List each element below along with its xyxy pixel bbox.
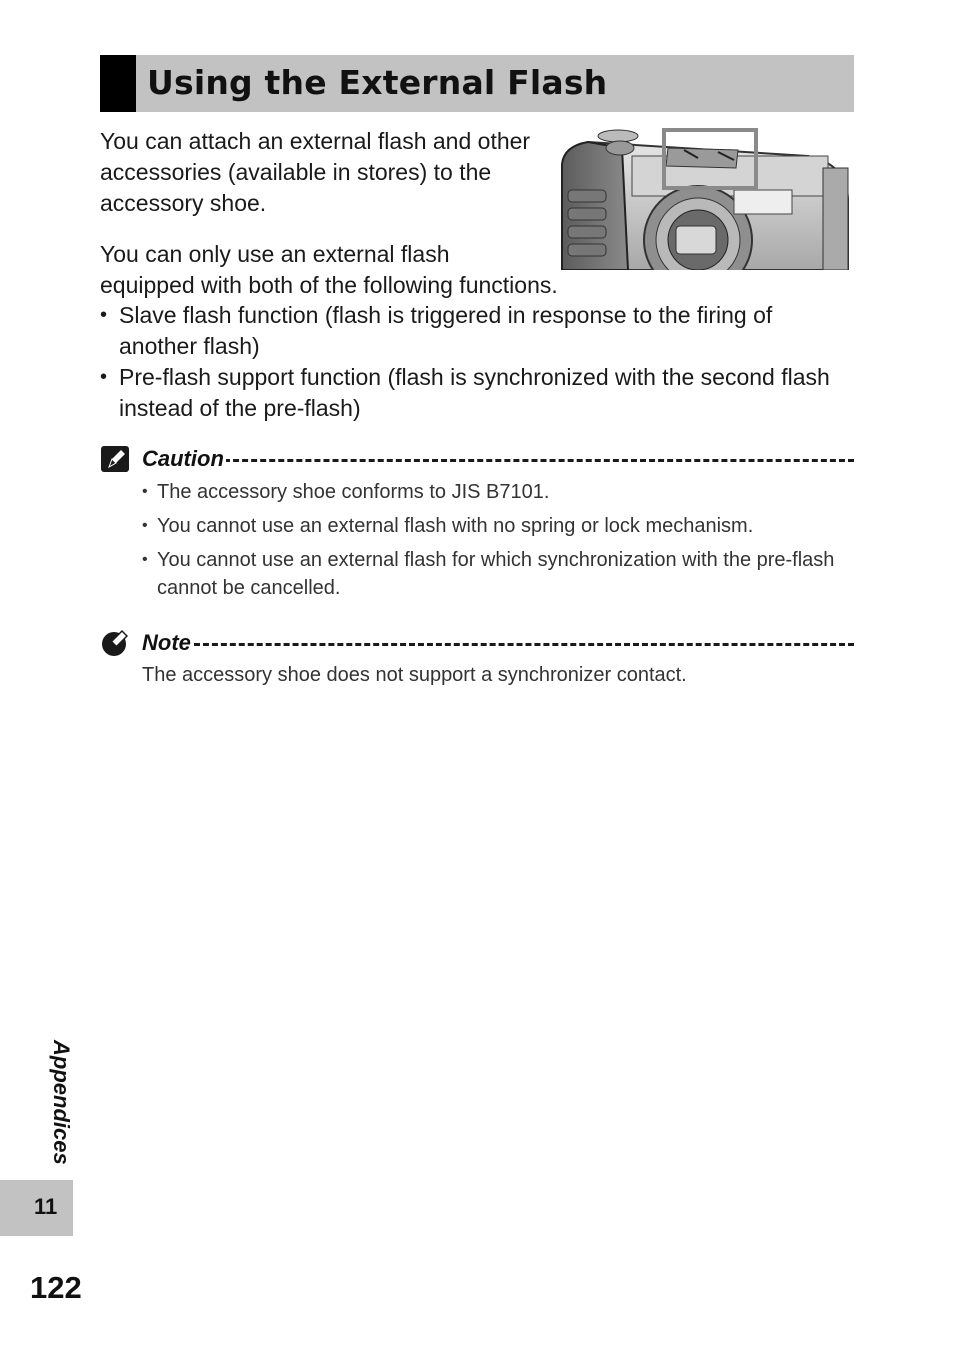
requirements-list (100, 300, 840, 424)
note-pen-icon (100, 629, 130, 657)
section-title-bar (100, 55, 854, 112)
chapter-side-label (46, 1040, 76, 1165)
requirements-line-1: You can only use an external flash (100, 241, 450, 267)
note-text: The accessory shoe does not support a synchronizer contact. (142, 664, 687, 686)
caution-divider (224, 459, 854, 462)
page-number: 122 (30, 1270, 82, 1305)
requirements-line-2: equipped with both of the following functions. (100, 272, 558, 298)
page-title: Using the External Flash (147, 63, 608, 102)
caution-heading (100, 445, 854, 475)
list-item: • You cannot use an external flash with no spring or lock mechanism. (142, 512, 842, 540)
caution-label: Caution (142, 446, 224, 471)
note-heading (100, 629, 854, 659)
note-label: Note (142, 630, 191, 655)
list-item: • Pre-flash support function (flash is synchronized with the second flash instead of the pre-flash) (100, 362, 840, 424)
list-item: • You cannot use an external flash for which synchronization with the pre-flash cannot be cancelled. (142, 546, 842, 602)
requirements-paragraph (100, 239, 558, 301)
camera-accessory-shoe-illustration (558, 128, 850, 270)
note-divider (194, 643, 854, 646)
list-item: • The accessory shoe conforms to JIS B7101. (142, 478, 842, 506)
chapter-number: 11 (34, 1194, 58, 1219)
caution-list (142, 478, 842, 608)
caution-pencil-icon (100, 445, 130, 473)
intro-paragraph: You can attach an external flash and other accessories (available in stores) to the accessory shoe. (100, 128, 531, 216)
chapter-tab (0, 1180, 73, 1236)
list-item: • Slave flash function (flash is triggered in response to the firing of another flash) (100, 300, 840, 362)
chapter-section-label: Appendices (49, 1040, 74, 1165)
title-accent-block (100, 55, 136, 112)
